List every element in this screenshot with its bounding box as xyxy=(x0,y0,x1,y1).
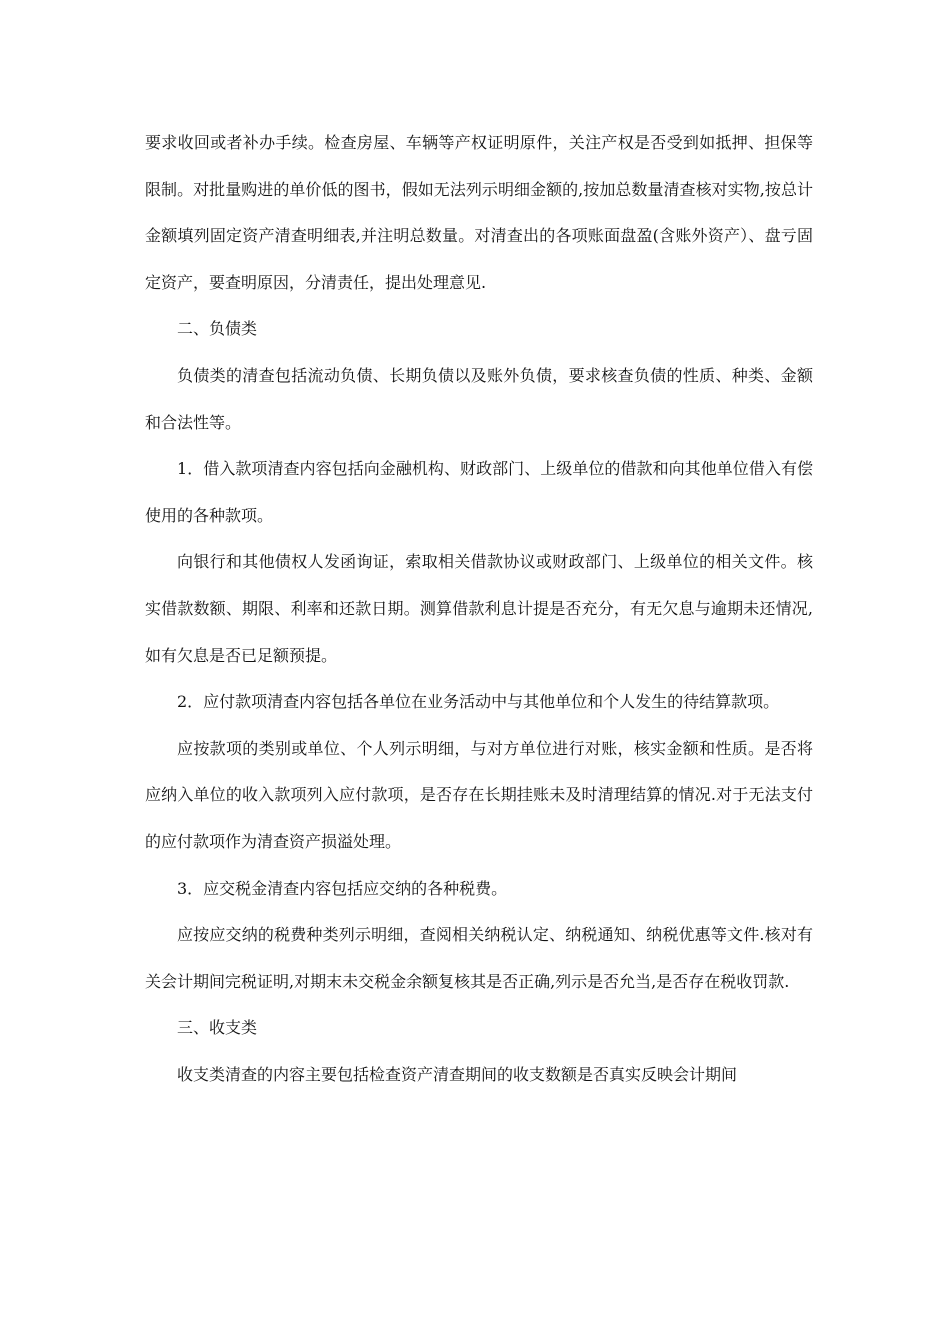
paragraph-payables-reconciliation: 应按款项的类别或单位、个人列示明细，与对方单位进行对账，核实金额和性质。是否将应纳入单位的收入款项列入应付款项，是否存在长期挂账未及时清理结算的情况.对于无法支付的应付款项作为清查资产损溢处理。 xyxy=(145,738,813,851)
section-heading-income-expenses: 三、收支类 xyxy=(177,1018,258,1038)
section-heading-liabilities: 二、负债类 xyxy=(177,319,258,339)
paragraph-borrowings-confirmation: 向银行和其他债权人发函询证，索取相关借款协议或财政部门、上级单位的相关文件。核实借款数额、期限、利率和还款日期。测算借款利息计提是否充分，有无欠息与逾期未还情况,如有欠息是否已足额预提。 xyxy=(145,552,813,665)
paragraph-liabilities-overview: 负债类的清查包括流动负债、长期负债以及账外负债，要求核查负债的性质、种类、金额和合法性等。 xyxy=(145,365,813,432)
paragraph-taxes-verification: 应按应交纳的税费种类列示明细，查阅相关纳税认定、纳税通知、纳税优惠等文件.核对有关会计期间完税证明,对期末未交税金余额复核其是否正确,列示是否允当,是否存在税收罚款. xyxy=(145,925,813,991)
paragraph-payables: 2．应付款项清查内容包括各单位在业务活动中与其他单位和个人发生的待结算款项。 xyxy=(177,692,780,712)
paragraph-taxes-payable: 3．应交税金清查内容包括应交纳的各种税费。 xyxy=(177,878,508,898)
document-body xyxy=(145,120,813,1098)
paragraph-borrowings: 1．借入款项清查内容包括向金融机构、财政部门、上级单位的借款和向其他单位借入有偿使用的各种款项。 xyxy=(145,459,813,525)
paragraph-property-verification: 要求收回或者补办手续。检查房屋、车辆等产权证明原件，关注产权是否受到如抵押、担保等限制。对批量购进的单价低的图书，假如无法列示明细金额的,按加总数量清查核对实物,按总计金额填列固定资产清查明细表,并注明总数量。对清查出的各项账面盘盈(含账外资产）、盘亏固定资产，要查明原因，分清责任，提出处理意见. xyxy=(145,133,813,292)
paragraph-income-expenses: 收支类清查的内容主要包括检查资产清查期间的收支数额是否真实反映会计期间 xyxy=(177,1064,738,1084)
